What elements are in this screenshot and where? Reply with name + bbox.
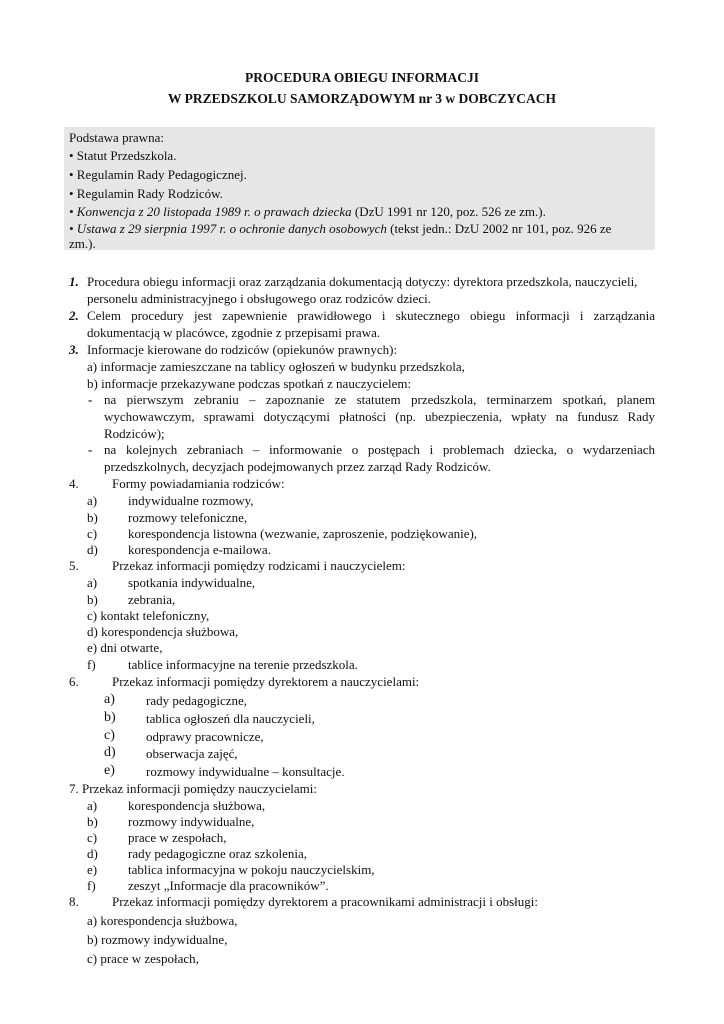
legal-basis-heading: Podstawa prawna: <box>69 130 164 145</box>
document-title-line2: W PRZEDSZKOLU SAMORZĄDOWYM nr 3 w DOBCZYCACH <box>167 91 557 106</box>
section-7-item: rady pedagogiczne oraz szkolenia, <box>128 846 308 861</box>
section-5-item-label: b) <box>87 592 98 607</box>
section-2-line1: Celem procedury jest zapewnienie prawidłowego i skutecznego obiegu informacji i zarządzania <box>87 308 655 323</box>
legal-item-ustawa-cont: zm.). <box>69 236 96 251</box>
section-7-item: prace w zespołach, <box>128 830 227 845</box>
section-6-item-label: b) <box>104 710 116 725</box>
section-5-heading: Przekaz informacji pomiędzy rodzicami i nauczycielem: <box>112 558 406 573</box>
section-7-item: rozmowy indywidualne, <box>128 814 255 829</box>
section-1-number: 1. <box>69 274 79 289</box>
section-5-item-label: f) <box>87 657 96 672</box>
section-5-item: zebrania, <box>128 592 176 607</box>
legal-item: • Statut Przedszkola. <box>69 148 177 163</box>
section-5-item-label: a) <box>87 575 98 590</box>
section-4-item: indywidualne rozmowy, <box>128 493 254 508</box>
section-6-item: obserwacja zajęć, <box>146 746 238 761</box>
section-4-item: rozmowy telefoniczne, <box>128 510 248 525</box>
ustawa-ref: (tekst jedn.: DzU 2002 nr 101, poz. 926 ze <box>386 221 612 236</box>
section-6-heading: Przekaz informacji pomiędzy dyrektorem a nauczycielami: <box>112 674 420 689</box>
section-8-item: b) rozmowy indywidualne, <box>87 932 228 947</box>
section-4-item: korespondencja listowna (wezwanie, zaproszenie, podziękowanie), <box>128 526 478 541</box>
section-2-line2: dokumentacją w placówce, zgodnie z przepisami prawa. <box>87 325 381 340</box>
section-3-dash2-line2: przedszkolnych, decyzjach podejmowanych przez zarząd Rady Rodziców. <box>104 459 491 474</box>
legal-item-ustawa <box>69 221 649 236</box>
legal-item: • Regulamin Rady Pedagogicznej. <box>69 167 247 182</box>
section-7-item: zeszyt „Informacje dla pracowników”. <box>128 878 329 893</box>
dash-bullet: - <box>88 392 93 407</box>
section-7-item-label: d) <box>87 846 98 861</box>
section-7-item-label: c) <box>87 830 98 845</box>
section-7-item-label: b) <box>87 814 98 829</box>
section-5-item: tablice informacyjne na terenie przedszkola. <box>128 657 358 672</box>
section-6-item-label: a) <box>104 692 115 707</box>
section-4-item-label: a) <box>87 493 98 508</box>
section-3-dash1-line2: wychowawczym, sprawami dotyczącymi płatności (np. ubezpieczenia, wpłaty na fundusz Rady <box>104 409 655 424</box>
section-6-item-label: d) <box>104 745 116 760</box>
section-3-heading: Informacje kierowane do rodziców (opiekunów prawnych): <box>87 342 398 357</box>
section-5-item: spotkania indywidualne, <box>128 575 256 590</box>
section-8-item: a) korespondencja służbowa, <box>87 913 238 928</box>
section-7-item-label: f) <box>87 878 96 893</box>
section-8-number: 8. <box>69 894 79 909</box>
section-8-heading: Przekaz informacji pomiędzy dyrektorem a pracownikami administracji i obsługi: <box>112 894 538 909</box>
section-1-line2: personelu administracyjnego i obsługowego oraz rodziców dzieci. <box>87 291 432 306</box>
document-title-line1: PROCEDURA OBIEGU INFORMACJI <box>244 70 479 85</box>
section-4-item-label: d) <box>87 542 98 557</box>
legal-item: • Regulamin Rady Rodziców. <box>69 186 223 201</box>
section-3-number: 3. <box>69 342 79 357</box>
section-6-item-label: e) <box>104 763 115 778</box>
section-6-item: rady pedagogiczne, <box>146 693 248 708</box>
konwencja-ref: (DzU 1991 nr 120, poz. 526 ze zm.). <box>351 204 546 219</box>
section-7-item: tablica informacyjna w pokoju nauczycielskim, <box>128 862 375 877</box>
legal-item-konwencja <box>69 204 649 219</box>
ustawa-title: • Ustawa z 29 sierpnia 1997 r. o ochronie danych osobowych <box>69 221 387 236</box>
section-3-item-a: a) informacje zamieszczane na tablicy ogłoszeń w budynku przedszkola, <box>87 359 465 374</box>
section-7-item: korespondencja służbowa, <box>128 798 266 813</box>
section-6-item: tablica ogłoszeń dla nauczycieli, <box>146 711 315 726</box>
konwencja-title: • Konwencja z 20 listopada 1989 r. o prawach dziecka <box>69 204 352 219</box>
section-4-item: korespondencja e-mailowa. <box>128 542 271 557</box>
section-6-number: 6. <box>69 674 79 689</box>
section-5-number: 5. <box>69 558 79 573</box>
section-4-number: 4. <box>69 476 79 491</box>
section-5-item: e) dni otwarte, <box>87 640 163 655</box>
section-4-item-label: c) <box>87 526 98 541</box>
section-6-item: odprawy pracownicze, <box>146 729 264 744</box>
section-4-heading: Formy powiadamiania rodziców: <box>112 476 285 491</box>
section-3-item-b: b) informacje przekazywane podczas spotkań z nauczycielem: <box>87 376 412 391</box>
section-6-item-label: c) <box>104 728 115 743</box>
section-3-dash1-line3: Rodziców); <box>104 426 165 441</box>
section-4-item-label: b) <box>87 510 98 525</box>
dash-bullet: - <box>88 442 93 457</box>
section-1-line1: Procedura obiegu informacji oraz zarządzania dokumentacją dotyczy: dyrektora przedszkola, nauczycieli, <box>87 274 638 289</box>
section-3-dash1-line1: na pierwszym zebraniu – zapoznanie ze statutem przedszkola, terminarzem spotkań, planem <box>104 392 655 407</box>
section-5-item: d) korespondencja służbowa, <box>87 624 239 639</box>
section-7-item-label: e) <box>87 862 98 877</box>
section-8-item: c) prace w zespołach, <box>87 951 199 966</box>
section-7-heading: 7. Przekaz informacji pomiędzy nauczycielami: <box>69 781 317 796</box>
legal-basis-box <box>64 127 655 250</box>
section-5-item: c) kontakt telefoniczny, <box>87 608 210 623</box>
section-3-dash2-line1: na kolejnych zebraniach – informowanie o postępach i problemach dziecka, o wydarzeniach <box>104 442 655 457</box>
section-6-item: rozmowy indywidualne – konsultacje. <box>146 764 345 779</box>
section-2-number: 2. <box>69 308 79 323</box>
section-7-item-label: a) <box>87 798 98 813</box>
